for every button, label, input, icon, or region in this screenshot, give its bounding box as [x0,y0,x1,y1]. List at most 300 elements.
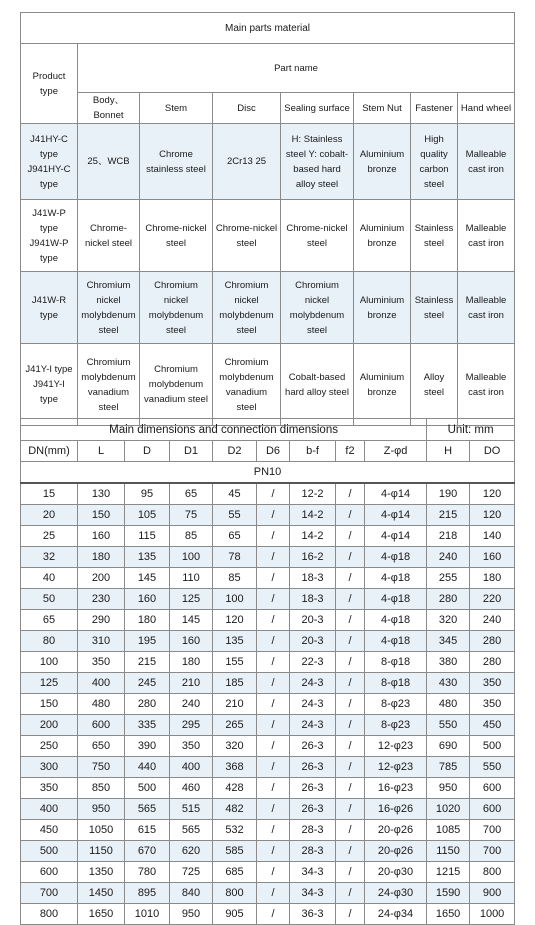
column-header: DN(mm) [21,441,78,462]
table-cell: 8-φ18 [365,652,427,673]
table-cell: 20-φ30 [365,862,427,883]
table-cell: 160 [125,589,170,610]
table-cell: 840 [170,883,213,904]
table-cell: / [257,778,290,799]
table-cell: 100 [21,652,78,673]
table-cell: / [336,568,365,589]
table-cell: / [257,757,290,778]
table-cell: / [257,904,290,925]
table-cell: 700 [470,841,515,862]
table-cell: 230 [78,589,125,610]
dimensions-title: Main dimensions and connection dimensions [21,419,427,441]
table-cell: Chromium molybdenum vanadium steel [213,344,281,426]
table-cell: 380 [427,652,470,673]
table-cell: 500 [21,841,78,862]
table-cell: 950 [170,904,213,925]
table-cell: 565 [170,820,213,841]
table-cell: Chromium nickel molybdenum steel [78,272,140,344]
table-cell: Chrome-nickel steel [281,200,354,272]
table-cell: / [336,526,365,547]
table-cell: 320 [213,736,257,757]
table-cell: 350 [21,778,78,799]
table-cell: 4-φ14 [365,526,427,547]
table-cell: 1650 [78,904,125,925]
table-row [21,344,515,426]
table-cell: 26-3 [290,757,336,778]
table-cell: / [257,505,290,526]
table-cell: 22-3 [290,652,336,673]
product-type-cell: J41W-P type J941W-P type [21,200,78,272]
table-cell: 532 [213,820,257,841]
table-cell: Malleable cast iron [458,344,515,426]
table-cell: 400 [78,673,125,694]
table-cell: 8-φ18 [365,673,427,694]
table-cell: 125 [21,673,78,694]
table-cell: 690 [427,736,470,757]
table-cell: 105 [125,505,170,526]
table-cell: / [336,799,365,820]
table-cell: 215 [125,652,170,673]
table-cell: Aluminium bronze [354,272,411,344]
table-cell: 80 [21,631,78,652]
table-row [21,778,515,799]
table-cell: / [257,799,290,820]
table-cell: 145 [125,568,170,589]
table-row [21,799,515,820]
table-cell: 24-3 [290,715,336,736]
table-cell: 1350 [78,862,125,883]
table-cell: 8-φ23 [365,694,427,715]
table-cell: Aluminium bronze [354,344,411,426]
table-cell: / [257,820,290,841]
table-row [21,272,515,344]
table-cell: 200 [21,715,78,736]
table-cell: 480 [427,694,470,715]
table-cell: 600 [470,778,515,799]
table-cell: 800 [21,904,78,925]
table-cell: Chromium molybdenum vanadium steel [78,344,140,426]
table-cell: 2Cr13 25 [213,124,281,200]
table-cell: / [336,904,365,925]
table-cell: 220 [470,589,515,610]
table-row [21,568,515,589]
column-header: Fastener [411,93,458,124]
table-cell: 600 [21,862,78,883]
materials-column-headers [21,93,515,124]
table-cell: / [336,652,365,673]
table-cell: 20-φ26 [365,820,427,841]
table-cell: 34-3 [290,862,336,883]
column-header: Body、Bonnet [78,93,140,124]
table-cell: 250 [21,736,78,757]
table-cell: 45 [213,483,257,505]
table-cell: 28-3 [290,820,336,841]
table-cell: 195 [125,631,170,652]
table-cell: 1150 [427,841,470,862]
table-cell: / [336,589,365,610]
table-cell: 150 [78,505,125,526]
column-header: b-f [290,441,336,462]
table-cell: 16-2 [290,547,336,568]
table-cell: 620 [170,841,213,862]
table-cell: 125 [170,589,213,610]
materials-title: Main parts material [21,13,515,44]
table-cell: / [336,736,365,757]
table-cell: 100 [170,547,213,568]
table-cell: 900 [470,883,515,904]
table-cell: 450 [470,715,515,736]
table-cell: Chrome-nickel steel [213,200,281,272]
table-cell: 24-3 [290,694,336,715]
table-cell: / [336,841,365,862]
table-cell: 135 [213,631,257,652]
table-row [21,483,515,505]
table-cell: 550 [470,757,515,778]
table-cell: 95 [125,483,170,505]
table-row [21,841,515,862]
table-cell: 85 [213,568,257,589]
table-cell: 615 [125,820,170,841]
table-cell: 895 [125,883,170,904]
table-cell: / [257,568,290,589]
table-cell: Chromium nickel molybdenum steel [140,272,213,344]
column-header: H [427,441,470,462]
table-cell: Chrome-nickel steel [78,200,140,272]
table-cell: 145 [170,610,213,631]
table-cell: 1010 [125,904,170,925]
dimensions-column-headers [21,441,515,462]
table-row [21,757,515,778]
table-cell: 430 [427,673,470,694]
table-cell: / [336,820,365,841]
table-cell: / [336,631,365,652]
table-cell: 100 [213,589,257,610]
column-header: Z-φd [365,441,427,462]
table-cell: 24-3 [290,673,336,694]
table-cell: Aluminium bronze [354,200,411,272]
table-cell: 32 [21,547,78,568]
table-cell: / [257,673,290,694]
table-cell: Chromium nickel molybdenum steel [213,272,281,344]
table-cell: 600 [470,799,515,820]
table-cell: 160 [470,547,515,568]
column-header: D2 [213,441,257,462]
table-cell: 26-3 [290,736,336,757]
column-header: Sealing surface [281,93,354,124]
table-cell: / [336,715,365,736]
table-cell: 8-φ23 [365,715,427,736]
table-cell: 18-3 [290,589,336,610]
table-cell: / [336,610,365,631]
table-cell: 160 [170,631,213,652]
table-cell: 460 [170,778,213,799]
table-cell: 290 [78,610,125,631]
table-cell: / [336,505,365,526]
table-cell: 190 [427,483,470,505]
table-cell: 1215 [427,862,470,883]
table-cell: / [336,694,365,715]
table-cell: 350 [78,652,125,673]
table-cell: / [257,736,290,757]
table-cell: 850 [78,778,125,799]
table-cell: 785 [427,757,470,778]
table-cell: 240 [470,610,515,631]
table-cell: 350 [170,736,213,757]
table-cell: 1590 [427,883,470,904]
table-cell: High quality carbon steel [411,124,458,200]
table-cell: 280 [125,694,170,715]
column-header: Stem [140,93,213,124]
table-cell: 85 [170,526,213,547]
table-cell: 310 [78,631,125,652]
table-cell: 4-φ18 [365,589,427,610]
table-cell: 700 [21,883,78,904]
table-cell: 265 [213,715,257,736]
table-cell: 950 [78,799,125,820]
table-cell: 28-3 [290,841,336,862]
table-cell: 50 [21,589,78,610]
table-cell: 20 [21,505,78,526]
table-cell: 1020 [427,799,470,820]
table-cell: 300 [21,757,78,778]
table-cell: / [257,589,290,610]
table-cell: 210 [213,694,257,715]
table-cell: Malleable cast iron [458,200,515,272]
table-cell: / [336,862,365,883]
table-cell: 650 [78,736,125,757]
table-cell: 130 [78,483,125,505]
table-cell: 390 [125,736,170,757]
table-cell: 40 [21,568,78,589]
table-cell: 155 [213,652,257,673]
table-cell: 245 [125,673,170,694]
table-cell: 25 [21,526,78,547]
table-cell: 200 [78,568,125,589]
table-row [21,904,515,925]
table-cell: 1050 [78,820,125,841]
table-cell: 26-3 [290,799,336,820]
table-cell: 65 [213,526,257,547]
table-cell: 120 [213,610,257,631]
table-cell: 280 [470,652,515,673]
table-cell: 12-2 [290,483,336,505]
table-row [21,505,515,526]
table-cell: 115 [125,526,170,547]
table-cell: 800 [213,883,257,904]
table-cell: Chromium molybdenum vanadium steel [140,344,213,426]
table-cell: 150 [21,694,78,715]
table-cell: H: Stainless steel Y: cobalt-based hard alloy steel [281,124,354,200]
table-cell: / [257,841,290,862]
table-cell: / [336,673,365,694]
table-cell: 12-φ23 [365,736,427,757]
table-cell: / [336,883,365,904]
table-row [21,694,515,715]
table-cell: 440 [125,757,170,778]
column-header: D6 [257,441,290,462]
column-header: f2 [336,441,365,462]
table-cell: 65 [170,483,213,505]
table-cell: Chromium nickel molybdenum steel [281,272,354,344]
table-cell: 480 [78,694,125,715]
table-cell: 240 [170,694,213,715]
table-cell: Malleable cast iron [458,124,515,200]
table-cell: 24-φ34 [365,904,427,925]
table-cell: / [336,778,365,799]
table-cell: Malleable cast iron [458,272,515,344]
table-cell: 515 [170,799,213,820]
table-cell: 240 [427,547,470,568]
table-cell: 750 [78,757,125,778]
table-cell: 120 [470,505,515,526]
table-cell: 140 [470,526,515,547]
table-row [21,200,515,272]
table-cell: 905 [213,904,257,925]
table-cell: 15 [21,483,78,505]
table-row [21,883,515,904]
table-row [21,610,515,631]
table-cell: 135 [125,547,170,568]
table-cell: Stainless steel [411,200,458,272]
table-row [21,862,515,883]
table-cell: 65 [21,610,78,631]
table-cell: 1150 [78,841,125,862]
table-row [21,652,515,673]
table-cell: 428 [213,778,257,799]
unit-label: Unit: mm [427,419,515,441]
table-cell: 20-3 [290,631,336,652]
table-cell: 950 [427,778,470,799]
table-cell: 368 [213,757,257,778]
table-cell: 160 [78,526,125,547]
table-cell: 280 [470,631,515,652]
table-cell: 20-3 [290,610,336,631]
table-cell: 185 [213,673,257,694]
table-cell: 350 [470,694,515,715]
dimensions-table [20,418,515,925]
table-cell: 670 [125,841,170,862]
table-cell: / [257,862,290,883]
table-cell: / [257,883,290,904]
table-cell: / [257,483,290,505]
table-cell: 180 [78,547,125,568]
table-cell: 700 [470,820,515,841]
table-cell: / [336,547,365,568]
table-cell: 335 [125,715,170,736]
table-cell: / [257,610,290,631]
table-cell: / [257,715,290,736]
table-cell: Stainless steel [411,272,458,344]
table-cell: 400 [21,799,78,820]
table-cell: 4-φ18 [365,631,427,652]
table-cell: 585 [213,841,257,862]
table-cell: Alloy steel [411,344,458,426]
table-cell: / [257,652,290,673]
table-cell: 4-φ18 [365,610,427,631]
column-header: D [125,441,170,462]
table-cell: 350 [470,673,515,694]
materials-table [20,12,515,426]
table-cell: 565 [125,799,170,820]
table-cell: 16-φ26 [365,799,427,820]
table-cell: / [257,526,290,547]
table-cell: 1650 [427,904,470,925]
table-cell: 218 [427,526,470,547]
part-name-header: Part name [78,44,515,93]
table-cell: 500 [125,778,170,799]
table-cell: 20-φ26 [365,841,427,862]
table-cell: 180 [470,568,515,589]
table-cell: Aluminium bronze [354,124,411,200]
table-cell: 24-φ30 [365,883,427,904]
table-cell: / [257,694,290,715]
table-cell: 14-2 [290,526,336,547]
product-type-header: Product type [21,44,78,124]
table-row [21,820,515,841]
table-cell: 500 [470,736,515,757]
table-cell: 450 [21,820,78,841]
table-cell: 25、WCB [78,124,140,200]
table-cell: 180 [125,610,170,631]
table-cell: 295 [170,715,213,736]
table-cell: 4-φ18 [365,547,427,568]
product-type-cell: J41Y-I type J941Y-I type [21,344,78,426]
table-cell: 800 [470,862,515,883]
table-cell: Cobalt-based hard alloy steel [281,344,354,426]
table-cell: 4-φ14 [365,505,427,526]
product-type-cell: J41HY-C type J941HY-C type [21,124,78,200]
table-cell: 600 [78,715,125,736]
table-cell: 78 [213,547,257,568]
table-row [21,736,515,757]
table-cell: 18-3 [290,568,336,589]
table-row [21,673,515,694]
table-cell: / [257,631,290,652]
table-cell: 1450 [78,883,125,904]
table-row [21,589,515,610]
table-cell: 400 [170,757,213,778]
table-cell: Chrome stainless steel [140,124,213,200]
column-header: D1 [170,441,213,462]
column-header: Hand wheel [458,93,515,124]
table-cell: 780 [125,862,170,883]
product-type-cell: J41W-R type [21,272,78,344]
table-cell: 255 [427,568,470,589]
table-cell: 14-2 [290,505,336,526]
column-header: DO [470,441,515,462]
table-cell: 1085 [427,820,470,841]
column-header: Stem Nut [354,93,411,124]
dimensions-body [21,483,515,925]
table-cell: 34-3 [290,883,336,904]
table-cell: 12-φ23 [365,757,427,778]
table-cell: 4-φ18 [365,568,427,589]
table-cell: Chrome-nickel steel [140,200,213,272]
table-row [21,631,515,652]
table-cell: 75 [170,505,213,526]
table-cell: 725 [170,862,213,883]
table-cell: / [257,547,290,568]
table-cell: 280 [427,589,470,610]
table-cell: 16-φ23 [365,778,427,799]
table-cell: 215 [427,505,470,526]
table-row [21,124,515,200]
table-cell: 482 [213,799,257,820]
table-row [21,547,515,568]
table-cell: 55 [213,505,257,526]
pressure-class-label: PN10 [21,462,515,484]
table-cell: 210 [170,673,213,694]
